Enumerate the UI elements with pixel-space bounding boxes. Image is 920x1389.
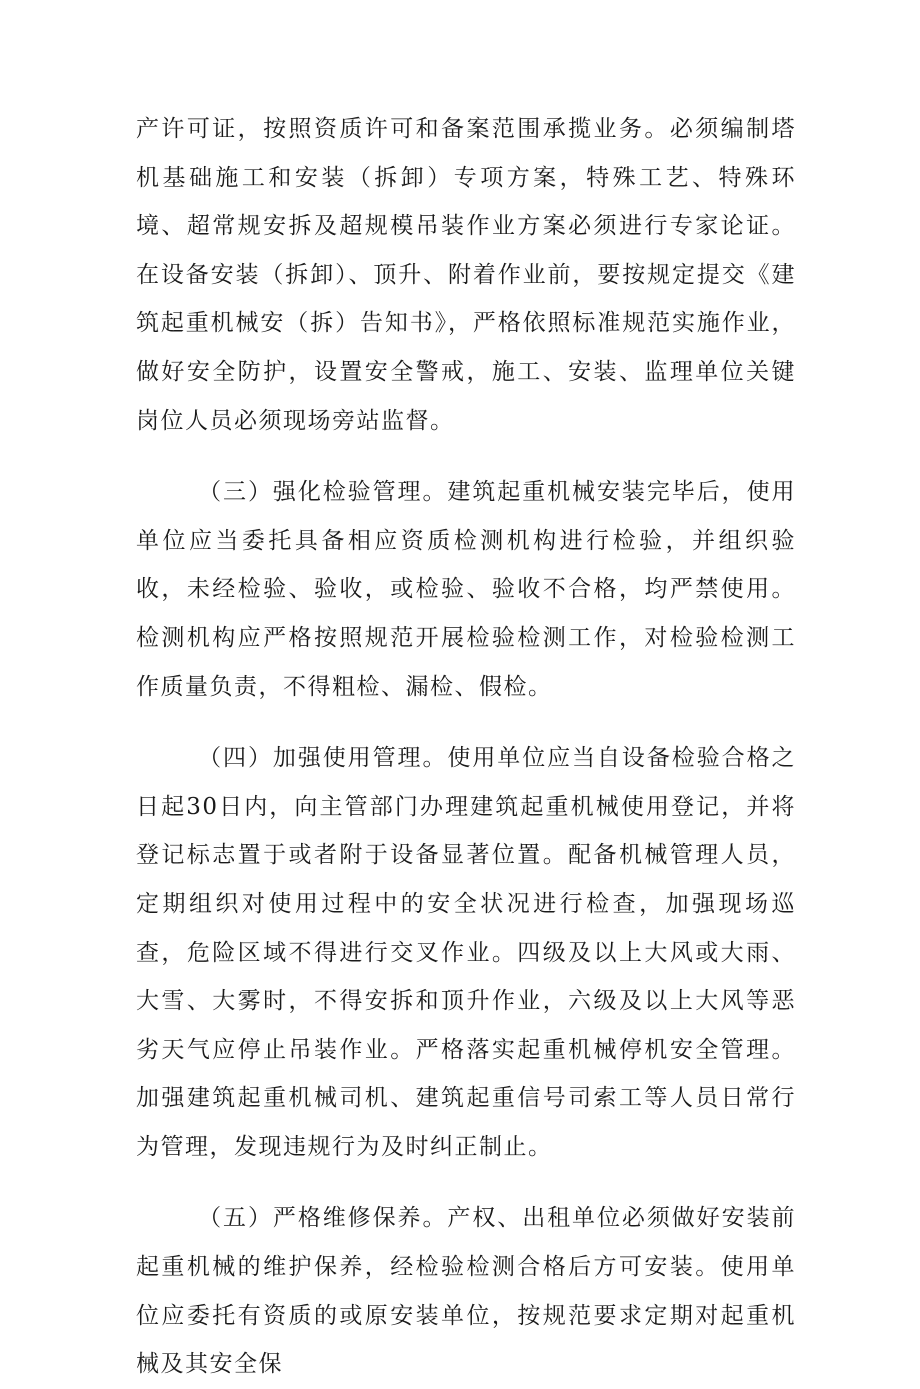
document-body (136, 105, 796, 1389)
paragraph-inspection-management: （三）强化检验管理。建筑起重机械安装完毕后，使用单位应当委托具备相应资质检测机构进行检验，并组织验收，未经检验、验收，或检验、验收不合格，均严禁使用。检测机构应严格按照规范开展检验检测工作，对检验检测工作质量负责，不得粗检、漏检、假检。 (136, 479, 796, 700)
paragraph-maintenance: （五）严格维修保养。产权、出租单位必须做好安装前起重机械的维护保养，经检验检测合格后方可安装。使用单位应委托有资质的或原安装单位，按规范要求定期对起重机械及其安全保 (136, 1205, 796, 1378)
paragraph-continuation: 产许可证，按照资质许可和备案范围承揽业务。必须编制塔机基础施工和安装（拆卸）专项方案，特殊工艺、特殊环境、超常规安拆及超规模吊装作业方案必须进行专家论证。在设备安装（拆卸）、顶升、附着作业前，要按规定提交《建筑起重机械安（拆）告知书》，严格依照标准规范实施作业，做好安全防护，设置安全警戒，施工、安装、监理单位关键岗位人员必须现场旁站监督。 (136, 116, 796, 434)
paragraph-usage-management: （四）加强使用管理。使用单位应当自设备检验合格之日起30日内，向主管部门办理建筑起重机械使用登记，并将登记标志置于或者附于设备显著位置。配备机械管理人员，定期组织对使用过程中的安全状况进行检查，加强现场巡查，危险区域不得进行交叉作业。四级及以上大风或大雨、大雪、大雾时，不得安拆和顶升作业，六级及以上大风等恶劣天气应停止吊装作业。严格落实起重机械停机安全管理。加强建筑起重机械司机、建筑起重信号司索工等人员日常行为管理，发现违规行为及时纠正制止。 (136, 745, 796, 1160)
